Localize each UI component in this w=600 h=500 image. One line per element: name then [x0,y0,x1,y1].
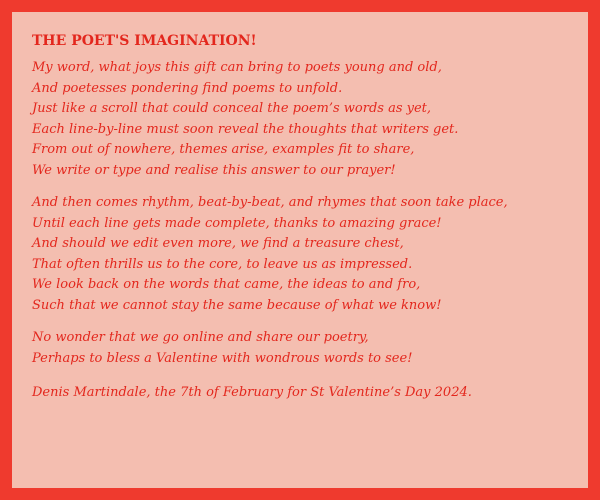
poem-line: Each line-by-line must soon reveal the thoughts that writers get. [32,121,459,137]
poem-line: We look back on the words that came, the ideas to and fro, [32,277,421,292]
poem-line: Until each line gets made complete, thanks to amazing grace! [32,215,442,231]
stanza-2 [32,193,570,316]
poem-line: And should we edit even more, we find a treasure chest, [32,236,404,251]
poem-line: That often thrills us to the core, to leave us as impressed. [32,256,413,272]
poem-signature: Denis Martindale, the 7th of February for St Valentine’s Day 2024. [32,385,472,400]
poem-line: We write or type and realise this answer to our prayer! [32,162,396,178]
poem-line: Such that we cannot stay the same because of what we know! [32,297,442,313]
stanza-1 [32,58,570,181]
poem-line: And poetesses pondering find poems to unfold. [32,80,343,96]
poem-line: And then comes rhythm, beat-by-beat, and rhymes that soon take place, [32,195,508,210]
poem-line: My word, what joys this gift can bring to poets young and old, [32,60,442,75]
stanza-3 [32,328,570,369]
poem-line: Just like a scroll that could conceal the poem’s words as yet, [32,101,432,116]
poem-line: Perhaps to bless a Valentine with wondrous words to see! [32,350,413,366]
poem-line: No wonder that we go online and share our poetry, [32,330,369,345]
poem-title: THE POET'S IMAGINATION! [32,33,257,49]
poem-line: From out of nowhere, themes arise, examples fit to share, [32,142,415,157]
